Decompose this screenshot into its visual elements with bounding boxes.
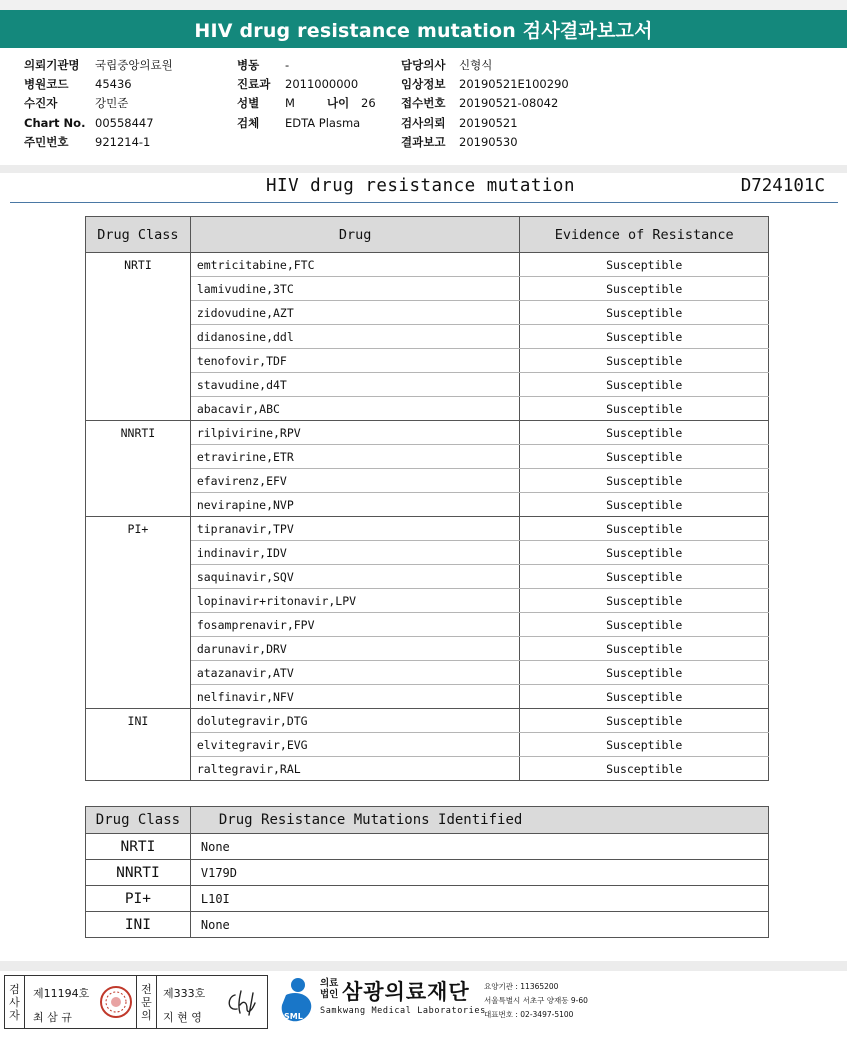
specialist-cell: [157, 976, 219, 1028]
info-value: 00558447: [95, 115, 154, 130]
drug-cell: didanosine,ddl: [190, 325, 520, 349]
col-header-evidence: Evidence of Resistance: [520, 217, 769, 253]
resistance-cell: Susceptible: [520, 589, 769, 613]
drug-class-cell: NNRTI: [86, 421, 191, 517]
drug-cell: atazanavir,ATV: [190, 661, 520, 685]
resistance-cell: Susceptible: [520, 661, 769, 685]
mutation-table-body: [86, 834, 769, 938]
drug-cell: dolutegravir,DTG: [190, 709, 520, 733]
resistance-header-row: [86, 217, 769, 253]
info-value: M: [285, 96, 295, 111]
resistance-cell: Susceptible: [520, 685, 769, 709]
resistance-cell: Susceptible: [520, 421, 769, 445]
info-value: 20190521: [459, 115, 518, 130]
info-row: [401, 113, 569, 132]
resistance-cell: Susceptible: [520, 253, 769, 277]
resistance-cell: Susceptible: [520, 757, 769, 781]
resistance-cell: Susceptible: [520, 613, 769, 637]
info-label: 담당의사: [401, 57, 446, 72]
info-label: 검체: [237, 115, 260, 130]
info-row: [237, 113, 376, 132]
resistance-cell: Susceptible: [520, 277, 769, 301]
info-label: 병동: [237, 57, 260, 72]
drug-cell: elvitegravir,EVG: [190, 733, 520, 757]
info-label: 성별: [237, 96, 260, 111]
resistance-table: [85, 216, 769, 781]
org-prefix: 의료법인: [320, 978, 339, 1000]
section-title: HIV drug resistance mutation: [266, 176, 576, 196]
org-english-name: Samkwang Medical Laboratories: [320, 1006, 486, 1016]
table-row: [86, 912, 769, 938]
drug-class-cell: INI: [86, 709, 191, 781]
info-label: 주민번호: [24, 134, 69, 149]
resistance-cell: Susceptible: [520, 733, 769, 757]
col-header-mutations: Drug Resistance Mutations Identified: [190, 807, 768, 834]
info-row: [24, 55, 173, 74]
info-row: [24, 74, 173, 93]
vertical-label-char: 검: [9, 982, 20, 996]
drug-cell: lopinavir+ritonavir,LPV: [190, 589, 520, 613]
drug-cell: stavudine,d4T: [190, 373, 520, 397]
drug-class-cell: INI: [86, 912, 191, 938]
bottom-band: [0, 961, 847, 971]
table-row: [86, 886, 769, 912]
drug-cell: emtricitabine,FTC: [190, 253, 520, 277]
drug-class-cell: PI+: [86, 517, 191, 709]
mutation-cell: None: [190, 912, 768, 938]
info-value: 20190521-08042: [459, 96, 559, 111]
vertical-label-char: 의: [141, 1008, 152, 1022]
drug-cell: raltegravir,RAL: [190, 757, 520, 781]
resistance-cell: Susceptible: [520, 493, 769, 517]
info-value: 20190530: [459, 134, 518, 149]
info-row: [237, 55, 376, 74]
age-label: 나이: [327, 96, 350, 111]
age-value: 26: [361, 96, 376, 111]
drug-class-cell: NRTI: [86, 253, 191, 421]
report-title-band: [0, 10, 847, 48]
info-label: 수진자: [24, 96, 58, 111]
info-row: [401, 94, 569, 113]
logo-text: SML: [284, 1012, 303, 1021]
inspector-cell: [25, 976, 95, 1028]
info-value: 국립중앙의료원: [95, 57, 173, 72]
org-name: 삼광의료재단: [342, 980, 470, 1004]
section-code: D724101C: [740, 176, 825, 196]
vertical-label-char: 사: [9, 995, 20, 1009]
info-label: 진료과: [237, 76, 271, 91]
drug-cell: tenofovir,TDF: [190, 349, 520, 373]
drug-cell: zidovudine,AZT: [190, 301, 520, 325]
drug-cell: fosamprenavir,FPV: [190, 613, 520, 637]
info-row: [24, 132, 173, 151]
info-label: Chart No.: [24, 115, 86, 130]
table-row: [86, 860, 769, 886]
resistance-cell: Susceptible: [520, 373, 769, 397]
table-row: [86, 421, 769, 445]
info-row: [24, 113, 173, 132]
vertical-label-char: 자: [9, 1008, 20, 1022]
table-row: [86, 834, 769, 860]
info-row: [24, 94, 173, 113]
vertical-label-char: 문: [141, 995, 152, 1009]
info-col-3: [401, 55, 569, 151]
resistance-cell: Susceptible: [520, 709, 769, 733]
info-col-2: [237, 55, 376, 132]
inspector-name: 최 삼 규: [33, 1011, 72, 1024]
info-label: 의뢰기관명: [24, 57, 80, 72]
resistance-cell: Susceptible: [520, 349, 769, 373]
info-value: -: [285, 57, 290, 72]
info-label: 임상정보: [401, 76, 446, 91]
inspector-license: 제11194호: [33, 987, 90, 1000]
resistance-cell: Susceptible: [520, 541, 769, 565]
inspector-label: [5, 976, 25, 1028]
vertical-label-char: 전: [141, 982, 152, 996]
info-value: 2011000000: [285, 76, 359, 91]
info-value: 신형식: [459, 57, 493, 72]
contact-line: 요양기관 : 11365200: [484, 982, 559, 991]
info-value: 강민준: [95, 96, 129, 111]
section-rule: [10, 202, 838, 203]
drug-cell: etravirine,ETR: [190, 445, 520, 469]
info-value: 921214-1: [95, 134, 151, 149]
contact-info: [484, 980, 588, 1022]
drug-cell: abacavir,ABC: [190, 397, 520, 421]
info-row: [401, 55, 569, 74]
info-row: [237, 94, 376, 113]
mutation-cell: None: [190, 834, 768, 860]
separator-band: [0, 165, 847, 173]
info-row: [401, 132, 569, 151]
report-title: HIV drug resistance mutation 검사결과보고서: [194, 19, 653, 42]
resistance-cell: Susceptible: [520, 301, 769, 325]
signature-box: [4, 975, 268, 1029]
drug-cell: nelfinavir,NFV: [190, 685, 520, 709]
contact-line: 서울특별시 서초구 양재동 9-60: [484, 996, 588, 1005]
resistance-cell: Susceptible: [520, 637, 769, 661]
top-strip: [0, 0, 847, 10]
info-row: [401, 74, 569, 93]
info-label: 검사의뢰: [401, 115, 446, 130]
info-value: 20190521E100290: [459, 76, 569, 91]
mutation-cell: L10I: [190, 886, 768, 912]
sml-logo-icon: [272, 975, 318, 1027]
drug-cell: darunavir,DRV: [190, 637, 520, 661]
specialist-label: [137, 976, 157, 1028]
specialist-name: 지 현 영: [163, 1011, 202, 1024]
info-label: 접수번호: [401, 96, 446, 111]
patient-info: [0, 55, 847, 167]
drug-class-cell: PI+: [86, 886, 191, 912]
table-row: [86, 709, 769, 733]
info-value: EDTA Plasma: [285, 115, 361, 130]
resistance-cell: Susceptible: [520, 565, 769, 589]
mutation-cell: V179D: [190, 860, 768, 886]
table-row: [86, 517, 769, 541]
signature-icon: [219, 976, 267, 1028]
drug-class-cell: NNRTI: [86, 860, 191, 886]
resistance-cell: Susceptible: [520, 517, 769, 541]
resistance-cell: Susceptible: [520, 325, 769, 349]
resistance-cell: Susceptible: [520, 445, 769, 469]
col-header-drug: Drug: [190, 217, 520, 253]
mutation-table: [85, 806, 769, 938]
drug-cell: efavirenz,EFV: [190, 469, 520, 493]
info-col-1: [24, 55, 173, 151]
info-value: 45436: [95, 76, 132, 91]
info-label: 병원코드: [24, 76, 69, 91]
specialist-license: 제333호: [163, 987, 206, 1000]
drug-cell: rilpivirine,RPV: [190, 421, 520, 445]
resistance-table-body: [86, 253, 769, 781]
drug-cell: tipranavir,TPV: [190, 517, 520, 541]
resistance-cell: Susceptible: [520, 469, 769, 493]
drug-cell: lamivudine,3TC: [190, 277, 520, 301]
resistance-cell: Susceptible: [520, 397, 769, 421]
info-label: 결과보고: [401, 134, 446, 149]
seal-stamp-icon: [95, 976, 137, 1028]
drug-cell: nevirapine,NVP: [190, 493, 520, 517]
col-header-drug-class: Drug Class: [86, 217, 191, 253]
drug-cell: saquinavir,SQV: [190, 565, 520, 589]
drug-class-cell: NRTI: [86, 834, 191, 860]
drug-cell: indinavir,IDV: [190, 541, 520, 565]
info-row: [237, 74, 376, 93]
mutation-header-row: [86, 807, 769, 834]
contact-line: 대표번호 : 02-3497-5100: [484, 1010, 574, 1019]
col-header-drug-class: Drug Class: [86, 807, 191, 834]
table-row: [86, 253, 769, 277]
